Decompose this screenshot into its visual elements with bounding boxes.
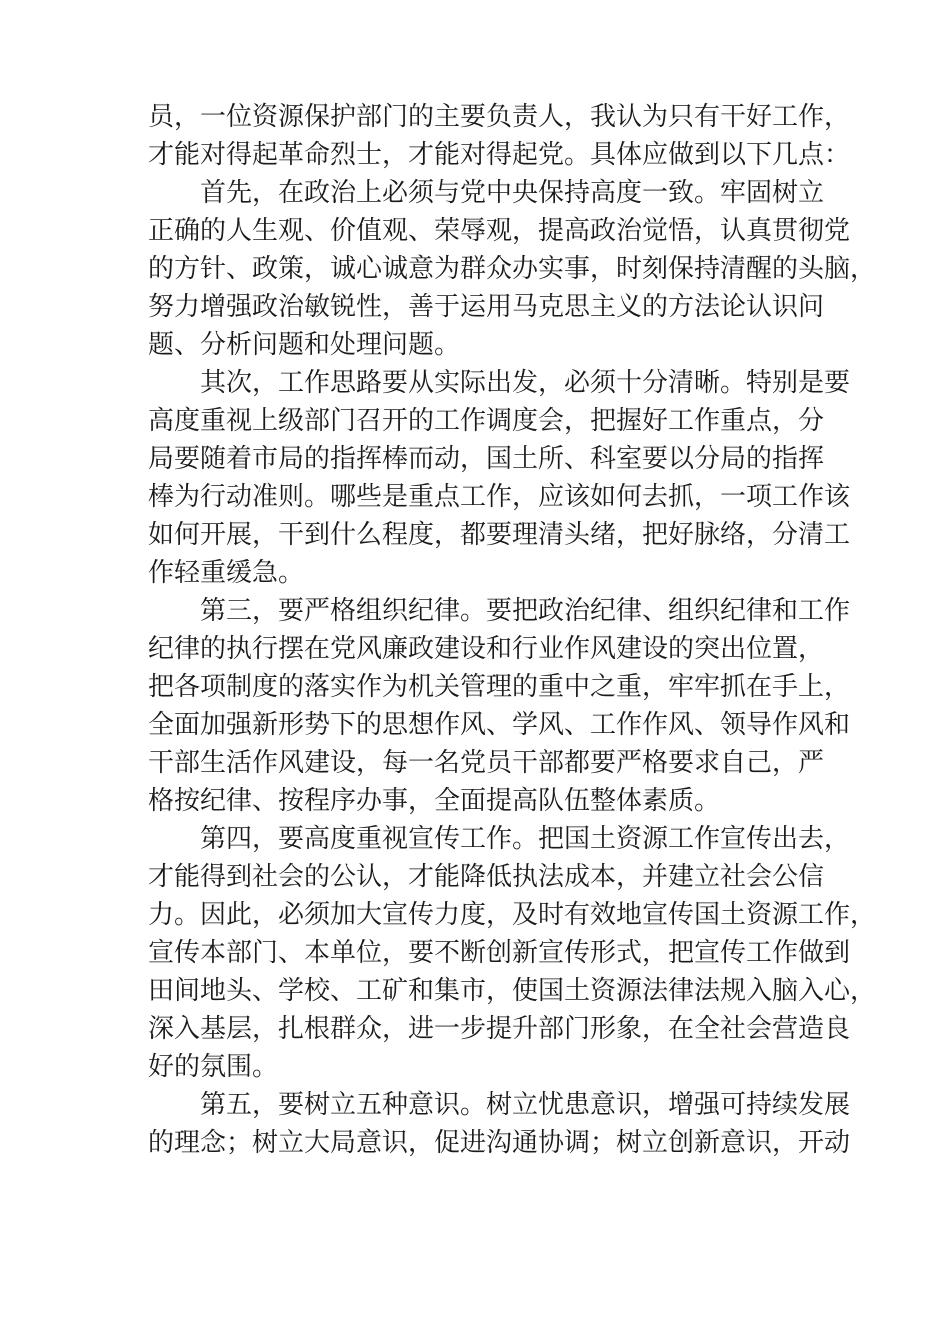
text-line: 力。因此，必须加大宣传力度，及时有效地宣传国土资源工作， [148,900,877,930]
text-line: 员，一位资源保护部门的主要负责人，我认为只有干好工作， [148,102,851,132]
text-line: 正确的人生观、价值观、荣辱观，提高政治觉悟，认真贯彻党 [148,216,851,246]
text-line: 的方针、政策，诚心诚意为群众办实事，时刻保持清醒的头脑， [148,254,877,284]
text-line: 田间地头、学校、工矿和集市，使国土资源法律法规入脑入心， [148,976,877,1006]
text-line: 作轻重缓急。 [148,558,305,588]
text-line: 干部生活作风建设，每一名党员干部都要严格要求自己，严 [148,748,825,778]
text-line: 格按纪律、按程序办事，全面提高队伍整体素质。 [148,786,721,816]
text-line: 深入基层，扎根群众，进一步提升部门形象，在全社会营造良 [148,1014,851,1044]
text-line: 才能对得起革命烈士，才能对得起党。具体应做到以下几点： [148,140,851,170]
text-line: 题、分析问题和处理问题。 [148,330,461,360]
text-line: 宣传本部门、本单位，要不断创新宣传形式，把宣传工作做到 [148,938,851,968]
paragraph-first-line: 第四，要高度重视宣传工作。把国土资源工作宣传出去， [200,824,851,854]
paragraph-first-line: 第三，要严格组织纪律。要把政治纪律、组织纪律和工作 [200,596,851,626]
text-line: 把各项制度的落实作为机关管理的重中之重，牢牢抓在手上， [148,672,851,702]
text-line: 纪律的执行摆在党风廉政建设和行业作风建设的突出位置， [148,634,825,664]
text-line: 高度重视上级部门召开的工作调度会，把握好工作重点，分 [148,406,825,436]
paragraph-first-line: 首先，在政治上必须与党中央保持高度一致。牢固树立 [200,178,825,208]
paragraph-first-line: 第五，要树立五种意识。树立忧患意识，增强可持续发展 [200,1090,851,1120]
text-line: 好的氛围。 [148,1052,279,1082]
paragraph-first-line: 其次，工作思路要从实际出发，必须十分清晰。特别是要 [200,368,851,398]
text-line: 如何开展，干到什么程度，都要理清头绪，把好脉络，分清工 [148,520,851,550]
text-line: 局要随着市局的指挥棒而动，国土所、科室要以分局的指挥 [148,444,825,474]
text-line: 努力增强政治敏锐性，善于运用马克思主义的方法论认识问 [148,292,825,322]
text-line: 全面加强新形势下的思想作风、学风、工作作风、领导作风和 [148,710,851,740]
text-line: 棒为行动准则。哪些是重点工作，应该如何去抓，一项工作该 [148,482,851,512]
text-line: 才能得到社会的公认，才能降低执法成本，并建立社会公信 [148,862,825,892]
document-body [148,98,877,1162]
text-line: 的理念；树立大局意识，促进沟通协调；树立创新意识，开动 [148,1128,851,1158]
